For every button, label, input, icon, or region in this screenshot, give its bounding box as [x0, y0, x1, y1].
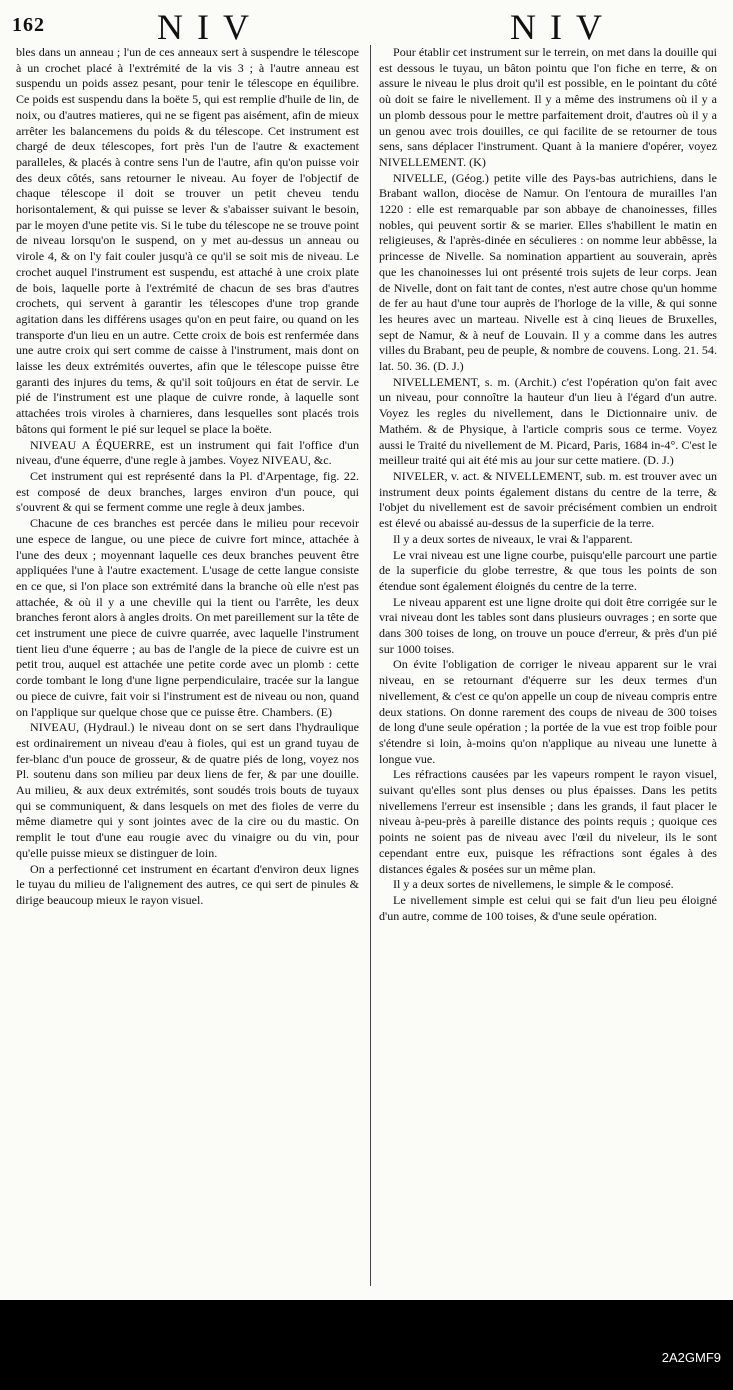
- right-column: [379, 45, 717, 1284]
- paragraph: Il y a deux sortes de nivellemens, le simple & le composé.: [393, 877, 674, 892]
- paragraph: NIVELLEMENT, s. m. (Archit.) c'est l'opération qu'on fait avec un niveau, pour connoître la hauteur d'un lieu à l'égard d'un autre. Voyez les regles du nivellement, dans le Dictionnaire univ. de Mathém. & de Physique, à l'article compris sous ce terme. Voyez aussi le Traité du nivellement de M. Picard, Paris, 1684 in-4°. C'est le meilleur traité qui ait été mis au jour sur cette matiere. (D. J.): [379, 374, 717, 468]
- paragraph: Le vrai niveau est une ligne courbe, puisqu'elle parcourt une partie de la superficie du globe terrestre, & que tous les points de son étendue sont également éloignés du centre de la terre.: [379, 547, 717, 593]
- page-number: 162: [12, 14, 45, 36]
- paragraph: Cet instrument qui est représenté dans la Pl. d'Arpentage, fig. 22. est composé de deux branches, larges environ d'un pouce, qui s'ouvrent & qui se ferment comme une regle à deux jambes.: [16, 468, 359, 515]
- paragraph: NIVEAU A ÉQUERRE, est un instrument qui fait l'office d'un niveau, d'une équerre, d'une regle à jambes. Voyez NIVEAU, &c.: [16, 437, 359, 468]
- page-header: [12, 4, 721, 47]
- paragraph: NIVELER, v. act. & NIVELLEMENT, sub. m. est trouver avec un instrument deux points également distans du centre de la terre, & l'objet du nivellement est de savoir précisément combien un endroit est élevé ou abaissé au-dessus de la superficie de la terre.: [379, 468, 717, 531]
- paragraph: Chacune de ces branches est percée dans le milieu pour recevoir une espece de langue, ou une piece de cuivre fort mince, attachée à l'une des deux ; moyennant laquelle ces deux branches peuvent être appliquées l'une à l'autre exactement. L'usage de cette langue consiste en ce que, si l'on place son extrémité dans la branche où elle n'est pas attachée, & où il y a une cheville qui la tient ou l'arrête, les deux branches feront alors à angles droits. On met pareillement sur la tête de cet instrument une piece de cuivre quarrée, avec laquelle l'instrument tient lieu d'une équerre ; au bas de l'angle de la piece de cuivre est un petit trou, auquel est attachée une petite corde avec un plomb : cette corde tombant le long d'une ligne perpendiculaire, tracée sur la langue ou piece de cuivre, fait voir si l'instrument est de niveau ou non, quand on l'applique sur quelque chose que ce puisse être. Chambers. (E): [16, 516, 359, 719]
- paragraph: Les réfractions causées par les vapeurs rompent le rayon visuel, suivant qu'elles sont plus denses ou plus épaisses. Dans les petits nivellemens l'erreur est insensible ; dans les grands, il faut placer le niveau à-peu-près à pareille distance des points requis ; quoique ces points ne soient pas de niveau avec l'œil du niveleur, ils le sont cependant entre eux, puisque les réfractions sont égales à des distances égales & posées sur un même plan.: [379, 767, 717, 876]
- left-column: [16, 45, 359, 1284]
- paragraph: Le niveau apparent est une ligne droite qui doit être corrigée sur le vrai niveau dont les tables sont dans plusieurs ouvrages ; en sorte que dans 300 toises de long, on trouve un pouce d'erreur, & près d'un pié sur 1000 toises.: [379, 594, 717, 656]
- image-id-label: 2A2GMF9: [661, 1350, 721, 1365]
- text-columns: [16, 45, 717, 1284]
- paragraph: On a perfectionné cet instrument en écartant d'environ deux lignes le tuyau du milieu de l'alignement des autres, ce qui sert de pinules & dirige beaucoup mieux le rayon visuel.: [16, 861, 359, 907]
- paragraph: NIVEAU, (Hydraul.) le niveau dont on se sert dans l'hydraulique est ordinairement un niveau d'eau à fioles, qui est un grand tuyau de fer-blanc d'un pouce de grosseur, & de quatre piés de long, voyez nos Pl. soutenu dans son milieu par deux liens de fer, & par une douille. Au milieu, & aux deux extrémités, sont soudés trois bouts de tuyaux qui se communiquent, & dans lesquels on met des fioles de verre du même diametre qui y sont jointes avec de la cire ou du mastic. On remplit le tout d'une eau rougie avec du vinaigre ou du vin, pour qu'elle puisse mieux se distinguer de loin.: [16, 720, 359, 860]
- paragraph: On évite l'obligation de corriger le niveau apparent sur le vrai niveau, en se retournant d'équerre sur les deux termes d'un nivellement, & c'est ce qu'on appelle un coup de niveau compris entre deux stations. On donne rarement des coups de niveau de 300 toises de long d'une seule opération ; la portée de la vue est trop foible pour s'étendre si loin, à-moins qu'on n'applique au niveau une lunette à longue vue.: [379, 657, 717, 766]
- running-head-left: NIV: [157, 7, 263, 47]
- running-head-right: NIV: [510, 7, 616, 47]
- paragraph: Pour établir cet instrument sur le terrein, on met dans la douille qui est dessous le tuyau, un bâton pointu que l'on fiche en terre, & on assure le niveau le plus droit qu'il est possible, en le pointant du côté où doit se faire le nivellement. Il y a même des instrumens où il y a un plomb dessous pour le mettre parfaitement droit, d'autres où il y a un genou avec trois douilles, ce qui facilite de se retourner de tous sens, sans déplacer l'instrument. Quant à la maniere d'opérer, voyez NIVELLEMENT. (K): [379, 45, 717, 169]
- bottom-band: [0, 1300, 733, 1390]
- paragraph: bles dans un anneau ; l'un de ces anneaux sert à suspendre le télescope à un crochet placé à l'extrémité de la vis 3 ; à l'autre anneau est suspendu un poids assez pesant, pour tenir le télescope en équilibre. Ce poids est suspendu dans la boëte 5, qui est remplie d'huile de lin, de noix, ou d'autres matieres, qui ne se figent pas aisément, afin de mieux arrêter les balancemens du poids & du télescope. Cet instrument est chargé de deux télescopes, fort près l'un de l'autre & exactement paralleles, & placés à contre sens l'un de l'autre, afin qu'on puisse voir des deux côtés, sans retourner le niveau. Au foyer de l'objectif de chaque télescope il doit se trouver un petit cheveu tendu horisontalement, & qui puisse se lever & s'abaisser suivant le besoin, par le moyen d'une petite vis. Si le tube du télescope ne se trouve point de niveau lorsqu'on le suspend, on y met au-dessus un anneau ou virole 4, & on l'y fait couler jusqu'à ce qu'il se soit mis de niveau. Le crochet auquel l'instrument est suspendu, est attaché à une croix plate de bois, laquelle porte à l'extrémité de chacun de ses bras d'autres crochets, qui servent à garantir les télescopes d'une trop grande agitation dans les différens usages qu'on en peut faire, ou quand on les transporte d'un lieu en un autre. Cette croix de bois est renfermée dans une autre croix qui sert comme de caisse à l'instrument, mais dont on laisse les deux extrémités ouvertes, afin que le télescope puisse être garanti des injures du tems, & qu'il soit toûjours en état de servir. Le pié de l'instrument est une plaque de cuivre ronde, à laquelle sont attachées trois viroles à charnieres, dans lesquelles sont placés trois bâtons qui forment le pié sur lequel se place la boëte.: [16, 45, 359, 436]
- paragraph: Le nivellement simple est celui qui se fait d'un lieu peu éloigné d'un autre, comme de 100 toises, & d'une seule opération.: [379, 892, 717, 923]
- paragraph: Il y a deux sortes de niveaux, le vrai & l'apparent.: [393, 531, 633, 546]
- paragraph: NIVELLE, (Géog.) petite ville des Pays-bas autrichiens, dans le Brabant wallon, diocèse de Namur. On l'entoura de murailles l'an 1220 : elle est remarquable par son abbaye de chanoinesses, filles nobles, qui peuvent sortir & se marier. Elles s'habillent le matin en religieuses, & l'après-dinée en séculieres : on nomme leur abbêsse, la princesse de Nivelle. Sa nomination appartient au souverain, après que les chanoinesses lui ont présenté trois sujets de leur corps. Jean de Nivelle, dont on fait tant de contes, n'est autre chose qu'un homme de fer au haut d'une tour auprès de l'horloge de la ville, & qui sonne les heures avec un marteau. Nivelle est à cinq lieues de Bruxelles, sept de Namur, & à neuf de Louvain. Il y a comme dans les autres villes du Brabant, peu de peuple, & nombre de couvens. Long. 21. 54. lat. 50. 36. (D. J.): [379, 170, 717, 374]
